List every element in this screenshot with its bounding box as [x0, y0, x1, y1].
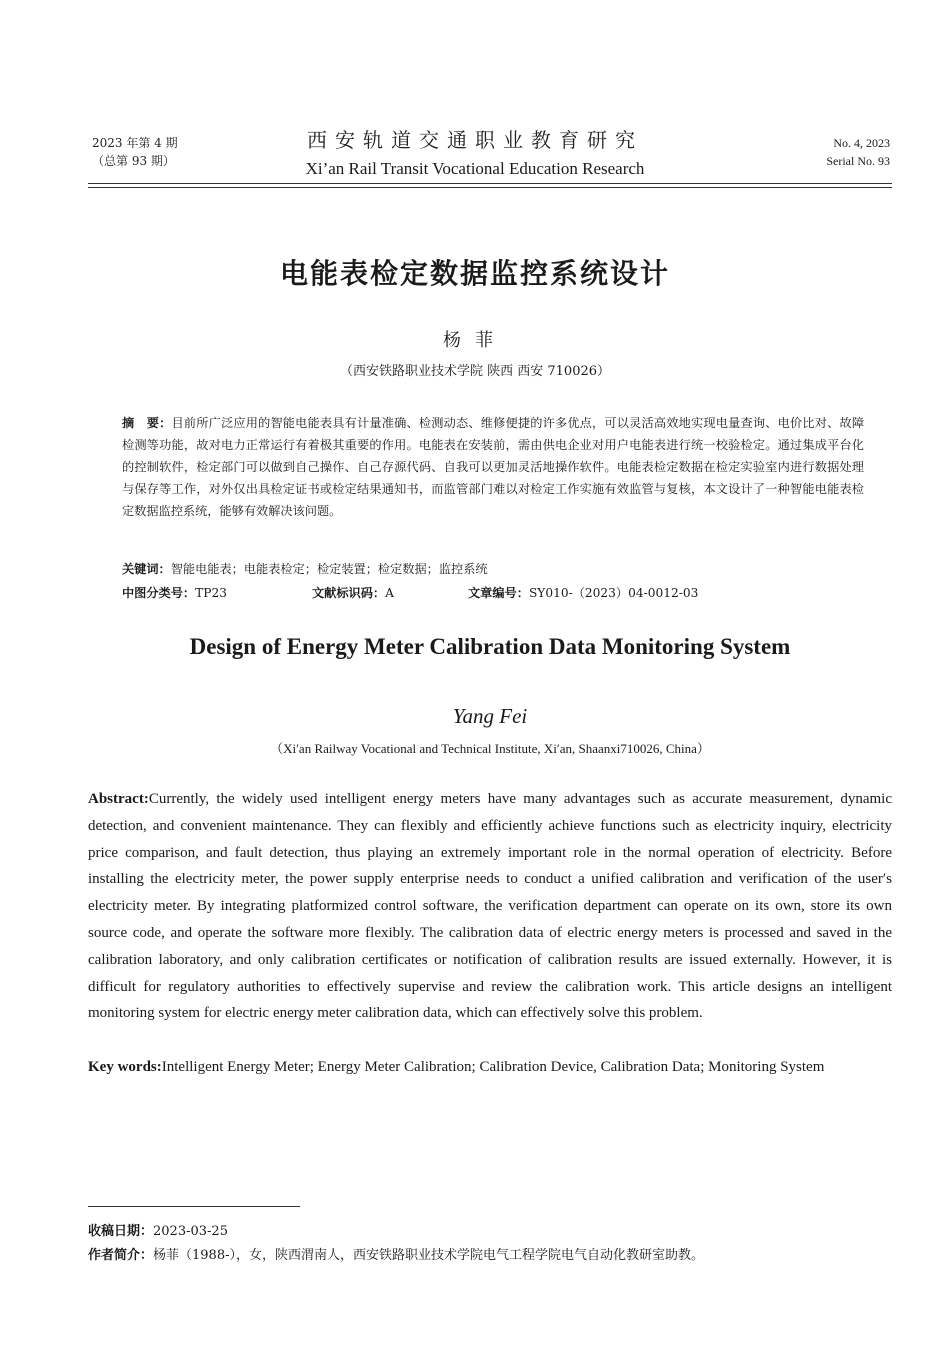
abstract-cn-text: 目前所广泛应用的智能电能表具有计量准确、检测动态、维修便捷的许多优点，可以灵活高效地实现电量查询、电价比对、故障检测等功能，故对电力正常运行有着极其重要的作用。电能表在安装前，需由供电企业对用户电能表进行统一校验检定。通过集成平台化的控制软件，检定部门可以做到自己操作、自己存源代码、自我可以更加灵活地操作软件。电能表检定数据在检定实验室内进行数据处理与保存等工作，对外仅出具检定证书或检定结果通知书，而监管部门难以对检定工作实施有效监管与复核，本文设计了一种智能电能表检定数据监控系统，能够有效解决该问题。 [122, 416, 865, 518]
journal-masthead [0, 124, 950, 179]
journal-name-en: Xi’an Rail Transit Vocational Education Research [305, 159, 645, 178]
article-number-label: 文章编号： [468, 586, 529, 600]
received-label: 收稿日期： [88, 1224, 154, 1239]
article-title-cn: 电能表检定数据监控系统设计 [279, 257, 670, 290]
class-number [122, 582, 312, 604]
article-number-value: SY010-（2023）04-0012-03 [528, 586, 699, 600]
doc-code-label: 文献标识码： [312, 586, 386, 600]
abstract-en [88, 786, 892, 1027]
abstract-en-label: Abstract: [88, 791, 149, 807]
keywords-cn [122, 558, 882, 580]
keywords-cn-label: 关键词： [122, 562, 171, 576]
article-number [468, 582, 698, 604]
footnote-received [88, 1222, 228, 1242]
article-title-en: Design of Energy Meter Calibration Data Monitoring System [189, 634, 791, 659]
keywords-cn-text: 智能电能表；电能表检定；检定装置；检定数据；监控系统 [170, 562, 488, 576]
received-date: 2023-03-25 [153, 1224, 228, 1239]
author-bio-text: 杨菲（1988-），女，陕西渭南人，西安铁路职业技术学院电气工程学院电气自动化教研室助教。 [153, 1248, 704, 1263]
author-cn: 杨菲 [443, 330, 507, 351]
class-number-label: 中图分类号： [122, 586, 196, 600]
serial-en: Serial No. 93 [826, 154, 890, 168]
author-en: Yang Fei [452, 704, 528, 728]
doc-code [312, 582, 468, 604]
abstract-cn [122, 412, 864, 522]
affiliation-cn: （西安铁路职业技术学院 陕西 西安 710026） [339, 364, 611, 379]
serial-cn: （总第 93 期） [92, 154, 175, 168]
keywords-en-label: Key words: [88, 1059, 162, 1075]
classification-line [122, 582, 882, 604]
header-rule-thick [88, 183, 892, 184]
issue-en: No. 4, 2023 [833, 136, 890, 150]
author-bio-label: 作者简介： [88, 1248, 154, 1263]
keywords-en-text: Intelligent Energy Meter; Energy Meter Calibration; Calibration Device, Calibration Data; Monitoring System [161, 1059, 825, 1075]
abstract-cn-label: 摘 要： [122, 416, 172, 430]
footnote-author-bio [88, 1246, 704, 1266]
keywords-en [88, 1054, 892, 1081]
header-issue-en [826, 134, 890, 170]
issue-cn: 2023 年第 4 期 [92, 136, 178, 150]
journal-name-cn: 西安轨道交通职业教育研究 [307, 128, 643, 152]
header-rule-thin [88, 187, 892, 188]
doc-code-value: A [385, 586, 394, 600]
class-number-value: TP23 [195, 586, 227, 600]
abstract-en-text: Currently, the widely used intelligent energy meters have many advantages such as accurate measurement, dynamic detection, and convenient maintenance. They can flexibly and efficiently achieve functions such as electricity inquiry, electricity price comparison, and fault detection, thus playing an extremely important role in the normal operation of electricity. Before installing the electricity meter, the power supply enterprise needs to conduct a unified calibration and verification of the user′s electricity meter. By integrating platformized control software, the verification department can operate on its own, store its own source code, and operate the software more flexibly. The calibration data of electric energy meters is processed and saved in the calibration laboratory, and only calibration certificates or notification of calibration results are issued externally. However, it is difficult for regulatory authorities to effectively supervise and review the calibration work. This article designs an intelligent monitoring system for electric energy meter calibration data, which can effectively solve this problem. [88, 791, 892, 1022]
affiliation-en: （Xi′an Railway Vocational and Technical Institute, Xi′an, Shaanxi710026, China） [270, 741, 710, 756]
footnote-rule [88, 1206, 300, 1207]
